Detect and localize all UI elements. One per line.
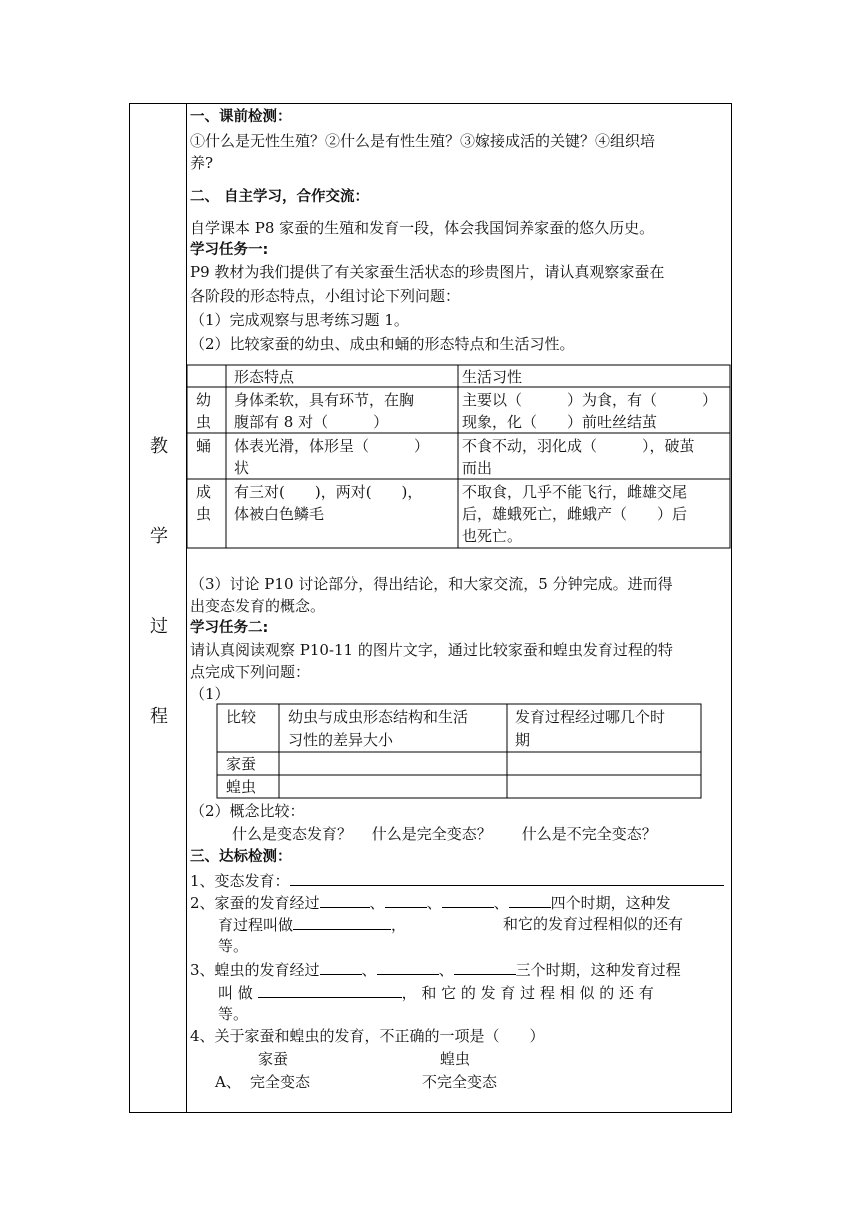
answer-blank[interactable] [293, 913, 391, 930]
option-label[interactable]: A、 [215, 1073, 241, 1091]
column-label: 家蚕 [258, 1050, 289, 1068]
section-heading: 二、 自主学习，合作交流： [190, 189, 370, 205]
answer-blank[interactable] [377, 958, 439, 975]
table-cell: 不取食，几乎不能飞行，雌雄交尾 [462, 483, 688, 501]
text-line: （1）完成观察与思考练习题 1。 [190, 311, 409, 329]
answer-blank[interactable] [509, 891, 551, 908]
side-label-char: 学 [150, 526, 168, 547]
option-text: 不完全变态 [422, 1073, 498, 1091]
table-cell: 腹部有 8 对（ ） [234, 413, 389, 431]
table-header: 比较 [226, 708, 257, 726]
table-cell: 有三对( )，两对( )， [234, 483, 423, 501]
table-cell: 身体柔软，具有环节，在胸 [234, 391, 415, 409]
stage-label: 幼 [196, 391, 212, 409]
table-header: 发育过程经过哪几个时 [515, 708, 666, 726]
stage-label: 成 [196, 483, 212, 501]
separator: 、 [438, 961, 454, 979]
question-4: 4、关于家蚕和蝗虫的发育，不正确的一项是（ ） [190, 1027, 545, 1045]
text-line: 什么是变态发育？ 什么是完全变态？ 什么是不完全变态？ [232, 825, 657, 843]
answer-blank[interactable] [385, 891, 427, 908]
table-header: 形态特点 [234, 368, 295, 386]
table-cell: 主要以（ ）为食，有（ ） [462, 391, 718, 409]
text-line: 自学课本 P8 家蚕的生殖和发育一段，体会我国饲养家蚕的悠久历史。 [190, 219, 655, 237]
question-3-line2 [218, 981, 654, 1004]
separator: 、 [426, 894, 442, 912]
question-3 [190, 958, 681, 981]
table-header: 幼虫与成虫形态结构和生活 [288, 708, 469, 726]
text-line: （1） [190, 685, 230, 703]
table-cell: 状 [234, 459, 250, 477]
table-header: 期 [515, 731, 531, 749]
text-line: ①什么是无性生殖？②什么是有性生殖？③嫁接成活的关键？④组织培 [190, 132, 656, 150]
table-cell: 现象，化（ ）前吐丝结茧 [462, 413, 658, 431]
question-text: 叫 做 [218, 984, 253, 1002]
table-cell: 体被白色鳞毛 [234, 505, 325, 523]
side-label-char: 程 [150, 706, 168, 727]
answer-blank[interactable] [320, 958, 362, 975]
row-label: 蝗虫 [226, 778, 257, 796]
answer-blank[interactable] [442, 891, 494, 908]
table-cell: 也死亡。 [462, 527, 523, 545]
stage-label: 虫 [196, 413, 212, 431]
separator: 、 [369, 894, 385, 912]
question-text: 四个时期，这种发 [550, 894, 671, 912]
question-1 [190, 869, 724, 892]
question-text: 三个时期，这种发育过程 [515, 961, 681, 979]
table-header: 生活习性 [462, 368, 523, 386]
text-line: （2）概念比较： [190, 802, 305, 820]
table-cell: 后，雄蛾死亡，雌蛾产（ ）后 [462, 505, 688, 523]
question-text: 等。 [218, 1005, 249, 1023]
side-label-char: 过 [150, 616, 168, 637]
text-line: 点完成下列问题： [190, 663, 311, 681]
section-heading: 三、达标检测： [190, 849, 292, 865]
row-label: 家蚕 [226, 755, 257, 773]
task-title: 学习任务二: [190, 620, 269, 636]
answer-blank[interactable] [258, 981, 402, 998]
question-text: 育过程叫做 [218, 916, 294, 934]
question-text: 1、变态发育： [190, 872, 290, 890]
table-header: 习性的差异大小 [288, 731, 394, 749]
question-text: 2、家蚕的发育经过 [190, 894, 320, 912]
stage-label: 虫 [196, 505, 212, 523]
text-line: 出变态发育的概念。 [190, 597, 326, 615]
separator: 、 [493, 894, 509, 912]
column-label: 蝗虫 [440, 1050, 471, 1068]
table-cell: 不食不动，羽化成（ ），破茧 [462, 437, 695, 455]
text-line: （2）比较家蚕的幼虫、成虫和蛹的形态特点和生活习性。 [190, 335, 575, 353]
answer-blank[interactable] [320, 891, 370, 908]
text-line: 各阶段的形态特点，小组讨论下列问题： [190, 287, 461, 305]
option-text: 完全变态 [250, 1073, 311, 1091]
answer-blank[interactable] [290, 869, 724, 886]
question-2 [190, 891, 671, 914]
text-line: （3）讨论 P10 讨论部分，得出结论，和大家交流，5 分钟完成。进而得 [190, 575, 673, 593]
question-text: ， 和 它 的 发 育 过 程 相 似 的 还 有 [401, 984, 654, 1002]
table-cell: 而出 [462, 459, 493, 477]
section-heading: 一、课前检测： [190, 109, 292, 125]
question-text: 3、蝗虫的发育经过 [190, 961, 320, 979]
side-label-char: 教 [150, 436, 168, 457]
text-line: 请认真阅读观察 P10-11 的图片文字，通过比较家蚕和蝗虫发育过程的特 [190, 641, 673, 659]
stage-label: 蛹 [196, 437, 212, 455]
answer-blank[interactable] [454, 958, 516, 975]
question-2-line2 [218, 913, 406, 936]
table-cell: 体表光滑，体形呈（ ） [234, 437, 430, 455]
task-title: 学习任务一: [190, 242, 269, 258]
question-text: 等。 [218, 937, 249, 955]
text-line: P9 教材为我们提供了有关家蚕生活状态的珍贵图片，请认真观察家蚕在 [190, 263, 665, 281]
question-text: 和它的发育过程相似的还有 [503, 915, 684, 933]
separator: 、 [361, 961, 377, 979]
question-text: ， [391, 916, 407, 934]
text-line: 养? [190, 154, 214, 172]
